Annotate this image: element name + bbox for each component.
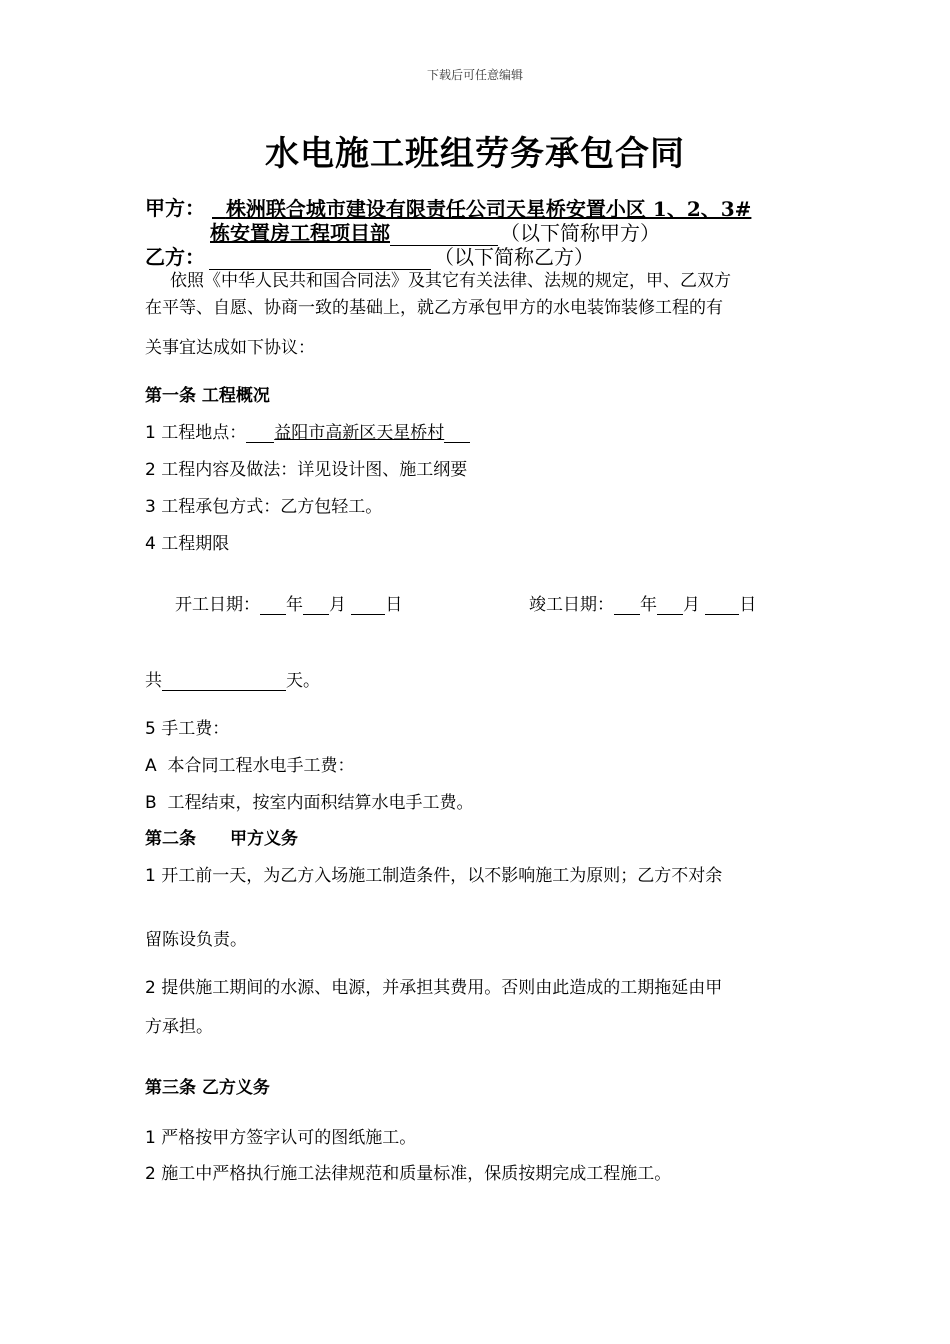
item-number: 2 [145, 1164, 156, 1184]
end-month-blank [657, 596, 683, 615]
article3-item2 [145, 1159, 671, 1184]
article1-heading: 第一条 工程概况 [145, 386, 270, 406]
party-b-note: （以下简称乙方） [434, 245, 594, 269]
start-date [175, 590, 402, 615]
item-number: 1 [145, 866, 156, 886]
month-label: 月 [683, 595, 700, 615]
download-note: 下载后可任意编辑 [426, 68, 523, 82]
day-label: 日 [739, 595, 757, 615]
day-label: 日 [385, 595, 403, 615]
article1-item4 [145, 529, 229, 554]
article1-item-a [145, 751, 354, 776]
item-text: 提供施工期间的水源、电源，并承担其费用。否则由此造成的工期拖延由甲 [161, 978, 723, 998]
month-label: 月 [329, 595, 346, 615]
article2-item2-line1 [145, 973, 722, 998]
item-letter: A [145, 756, 157, 776]
article2-item1-line1 [145, 861, 722, 886]
article1-item-b [145, 788, 473, 813]
item-text: 本合同工程水电手工费： [167, 756, 355, 776]
article1-item3 [145, 492, 382, 517]
year-label: 年 [640, 595, 657, 615]
total-days [145, 666, 320, 691]
intro-line1: 依照《中华人民共和国合同法》及其它有关法律、法规的规定，甲、乙双方 [170, 271, 731, 291]
end-day-blank [705, 596, 739, 615]
item-text: 工程期限 [161, 534, 230, 554]
end-date [529, 590, 756, 615]
party-a-note: （以下简称甲方） [500, 221, 660, 245]
party-a-name-line1-text: 株洲联合城市建设有限责任公司天星桥安置小区 1、2、3# [225, 197, 752, 221]
item-text: 严格按甲方签字认可的图纸施工。 [161, 1128, 417, 1148]
article3-heading: 第三条 乙方义务 [145, 1078, 270, 1098]
item-letter: B [145, 793, 157, 813]
party-b-label: 乙方： [145, 245, 205, 269]
article1-item2 [145, 455, 467, 480]
start-date-label: 开工日期： [175, 595, 260, 615]
location-label: 工程地点： [161, 423, 247, 443]
total-suffix: 天。 [286, 671, 320, 691]
intro-line3: 关事宜达成如下协议： [145, 338, 315, 358]
item-number: 4 [145, 534, 156, 554]
year-label: 年 [286, 595, 303, 615]
article2-heading: 第二条 甲方义务 [145, 829, 298, 849]
article1-item5 [145, 714, 229, 739]
start-month-blank [303, 596, 329, 615]
item-text: 工程承包方式：乙方包轻工。 [161, 497, 383, 517]
item-text: 施工中严格执行施工法律规范和质量标准，保质按期完成工程施工。 [161, 1164, 672, 1184]
article1-item1 [145, 418, 470, 443]
item-number: 1 [145, 1128, 156, 1148]
party-a-label: 甲方： [145, 196, 205, 220]
end-date-label: 竣工日期： [529, 595, 614, 615]
article2-item2-line2: 方承担。 [145, 1017, 213, 1037]
total-days-blank [162, 672, 286, 691]
total-prefix: 共 [145, 671, 162, 691]
article3-item1 [145, 1123, 416, 1148]
article2-item1-line2: 留陈设负责。 [145, 930, 247, 950]
start-year-blank [260, 596, 286, 615]
start-day-blank [351, 596, 385, 615]
item-text: 工程内容及做法：详见设计图、施工纲要 [161, 460, 468, 480]
item-text: 工程结束，按室内面积结算水电手工费。 [167, 793, 474, 813]
contract-title: 水电施工班组劳务承包合同 [265, 134, 685, 174]
party-a-name-line2-text: 栋安置房工程项目部 [210, 221, 390, 245]
location-value: 益阳市高新区天星桥村 [274, 423, 445, 443]
item-number: 2 [145, 978, 156, 998]
location-blank-right [444, 424, 470, 443]
location-blank-left [246, 424, 274, 443]
intro-line2: 在平等、自愿、协商一致的基础上，就乙方承包甲方的水电装饰装修工程的有 [145, 298, 723, 318]
item-number: 1 [145, 423, 156, 443]
item-text: 开工前一天，为乙方入场施工制造条件，以不影响施工为原则；乙方不对余 [161, 866, 723, 886]
item-number: 5 [145, 719, 156, 739]
item-text: 手工费： [161, 719, 230, 739]
item-number: 3 [145, 497, 156, 517]
end-year-blank [614, 596, 640, 615]
item-number: 2 [145, 460, 156, 480]
